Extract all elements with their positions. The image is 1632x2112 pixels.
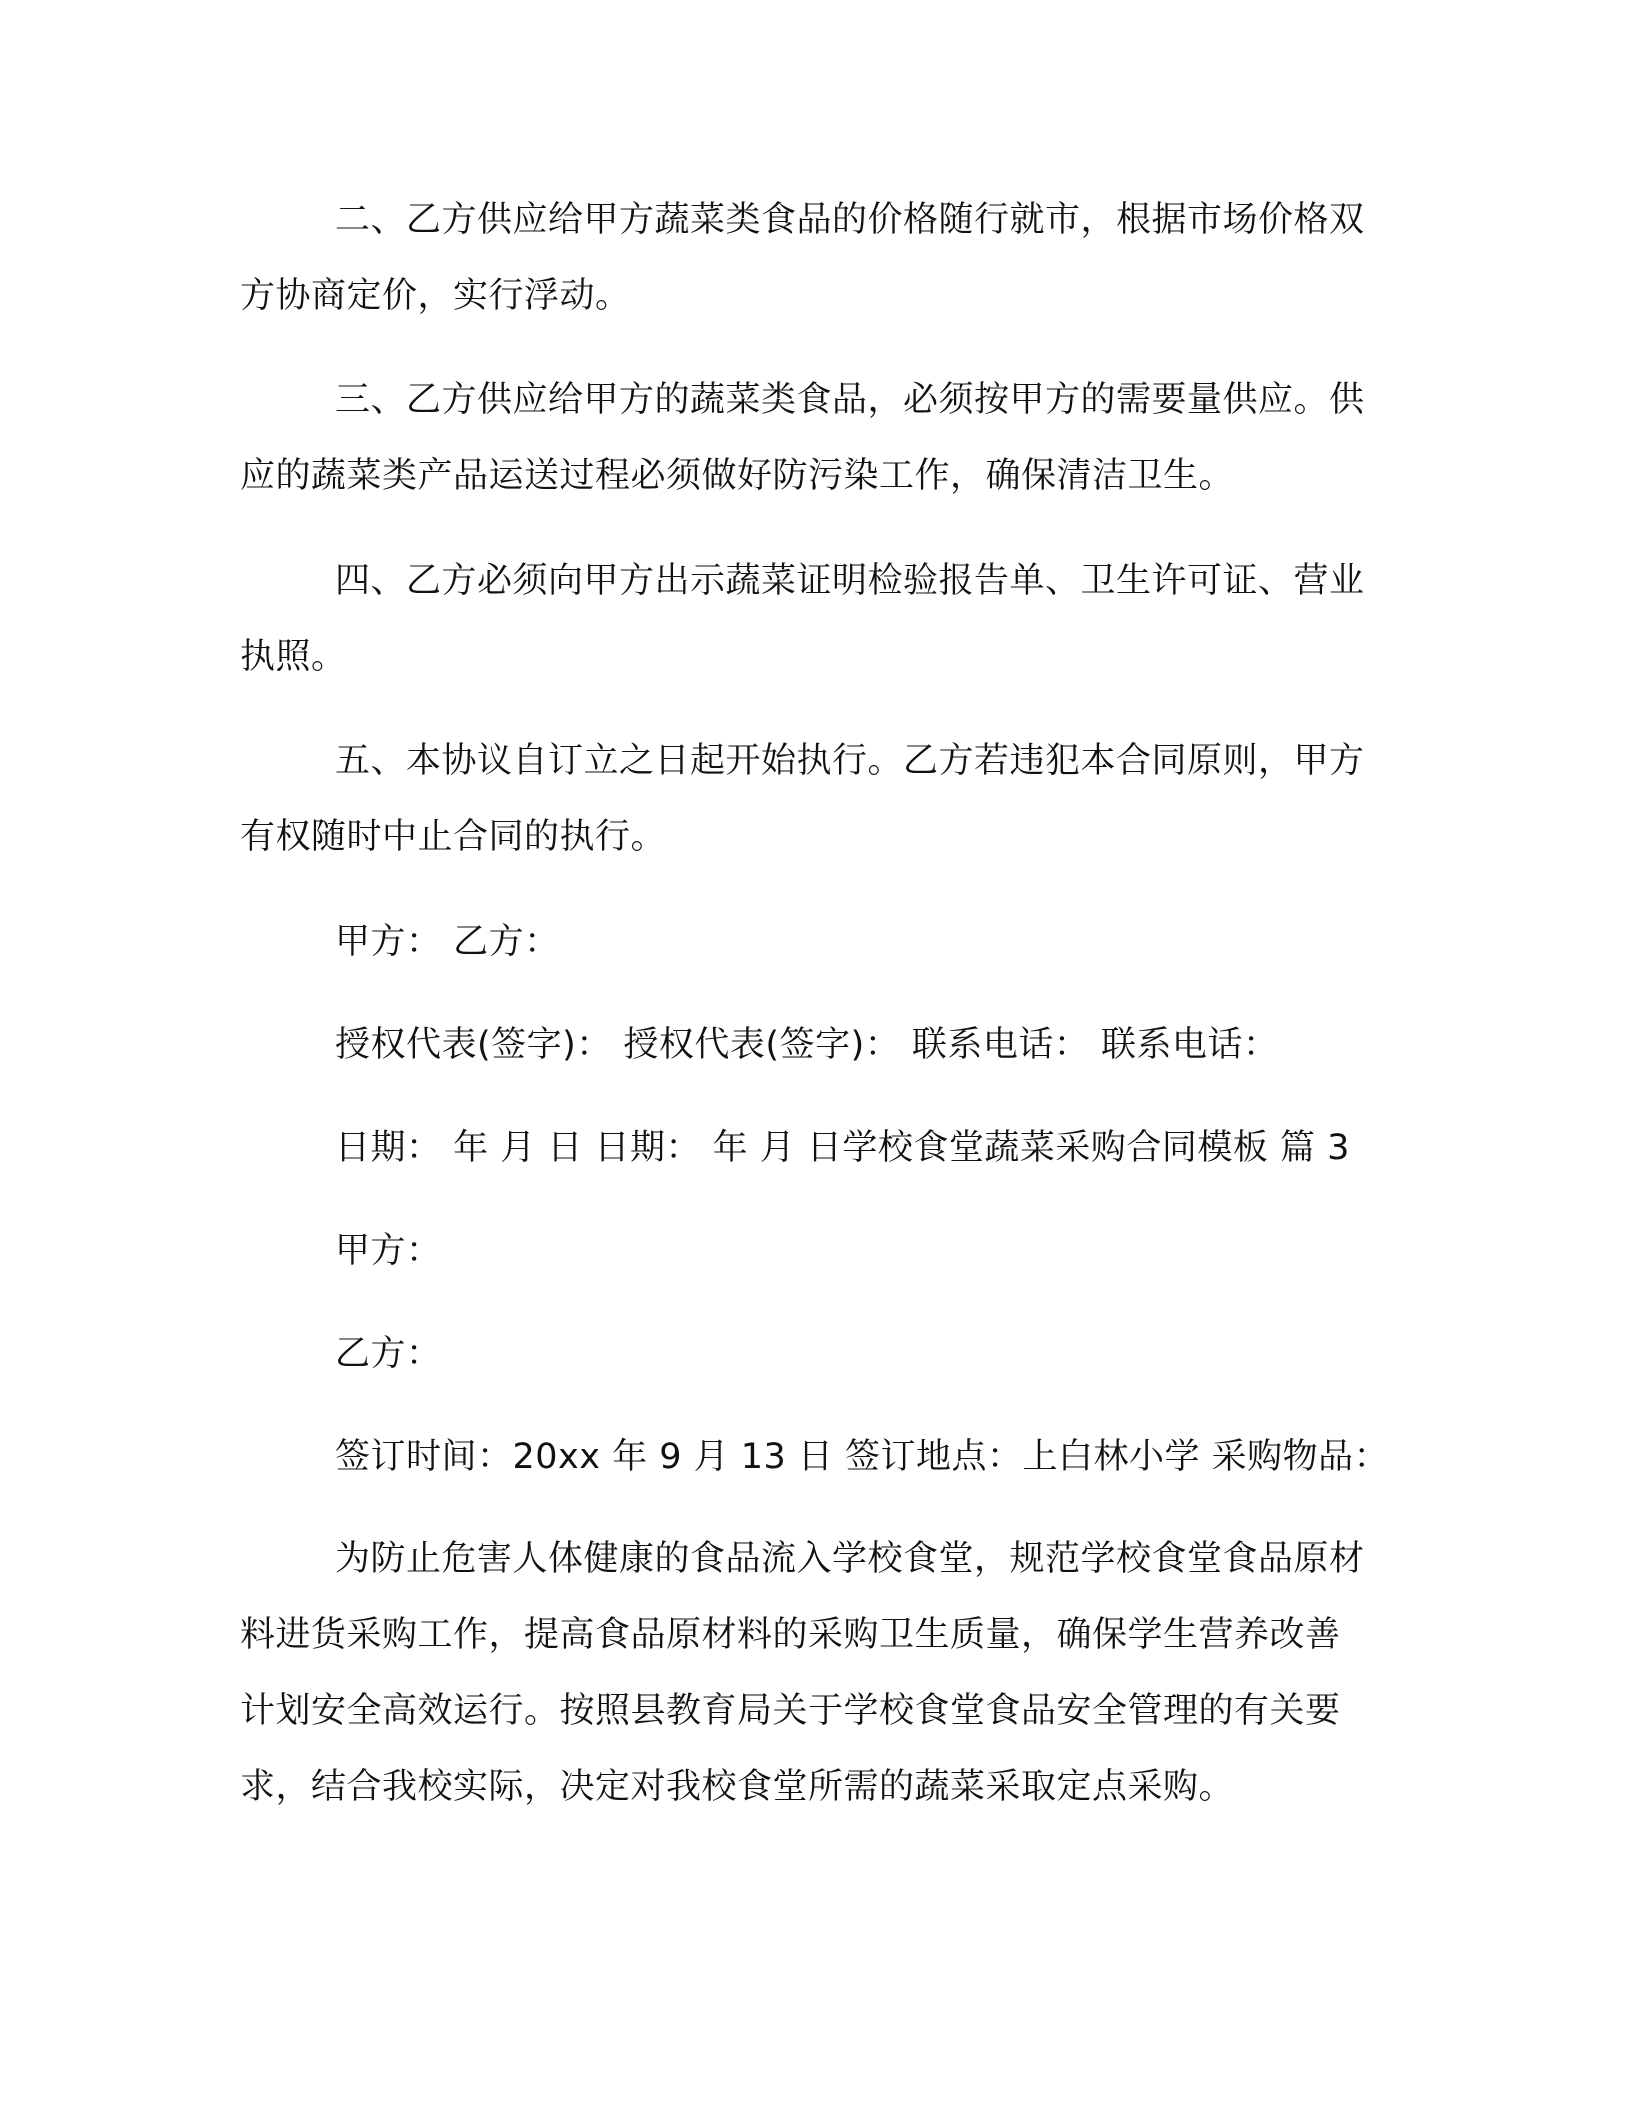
clause-3-paragraph: 三、乙方供应给甲方的蔬菜类食品，必须按甲方的需要量供应。供应的蔬菜类产品运送过程必须做好防污染工作，确保清洁卫生。 bbox=[240, 380, 1365, 496]
purchase-purpose-paragraph: 为防止危害人体健康的食品流入学校食堂，规范学校食堂食品原材料进货采购工作，提高食品原材料的采购卫生质量，确保学生营养改善计划安全高效运行。按照县教育局关于学校食堂食品安全管理的有关要求，结合我校实际，决定对我校食堂所需的蔬菜采取定点采购。 bbox=[240, 1539, 1365, 1807]
signing-info-line: 签订时间：20xx 年 9 月 13 日 签订地点：上白林小学 采购物品： bbox=[335, 1437, 1390, 1477]
party-a-label: 甲方： bbox=[335, 1231, 442, 1271]
clause-4-paragraph: 四、乙方必须向甲方出示蔬菜证明检验报告单、卫生许可证、营业执照。 bbox=[240, 561, 1365, 677]
signature-contact-line: 授权代表(签字)： 授权代表(签字)： 联系电话： 联系电话： bbox=[335, 1025, 1279, 1065]
party-b-label: 乙方： bbox=[335, 1334, 442, 1374]
clause-5-paragraph: 五、本协议自订立之日起开始执行。乙方若违犯本合同原则，甲方有权随时中止合同的执行。 bbox=[240, 741, 1365, 857]
date-and-section-title-line: 日期： 年 月 日 日期： 年 月 日学校食堂蔬菜采购合同模板 篇 3 bbox=[335, 1128, 1350, 1168]
clause-2-paragraph: 二、乙方供应给甲方蔬菜类食品的价格随行就市，根据市场价格双方协商定价，实行浮动。 bbox=[240, 200, 1365, 316]
party-labels-line: 甲方： 乙方： bbox=[335, 922, 560, 962]
